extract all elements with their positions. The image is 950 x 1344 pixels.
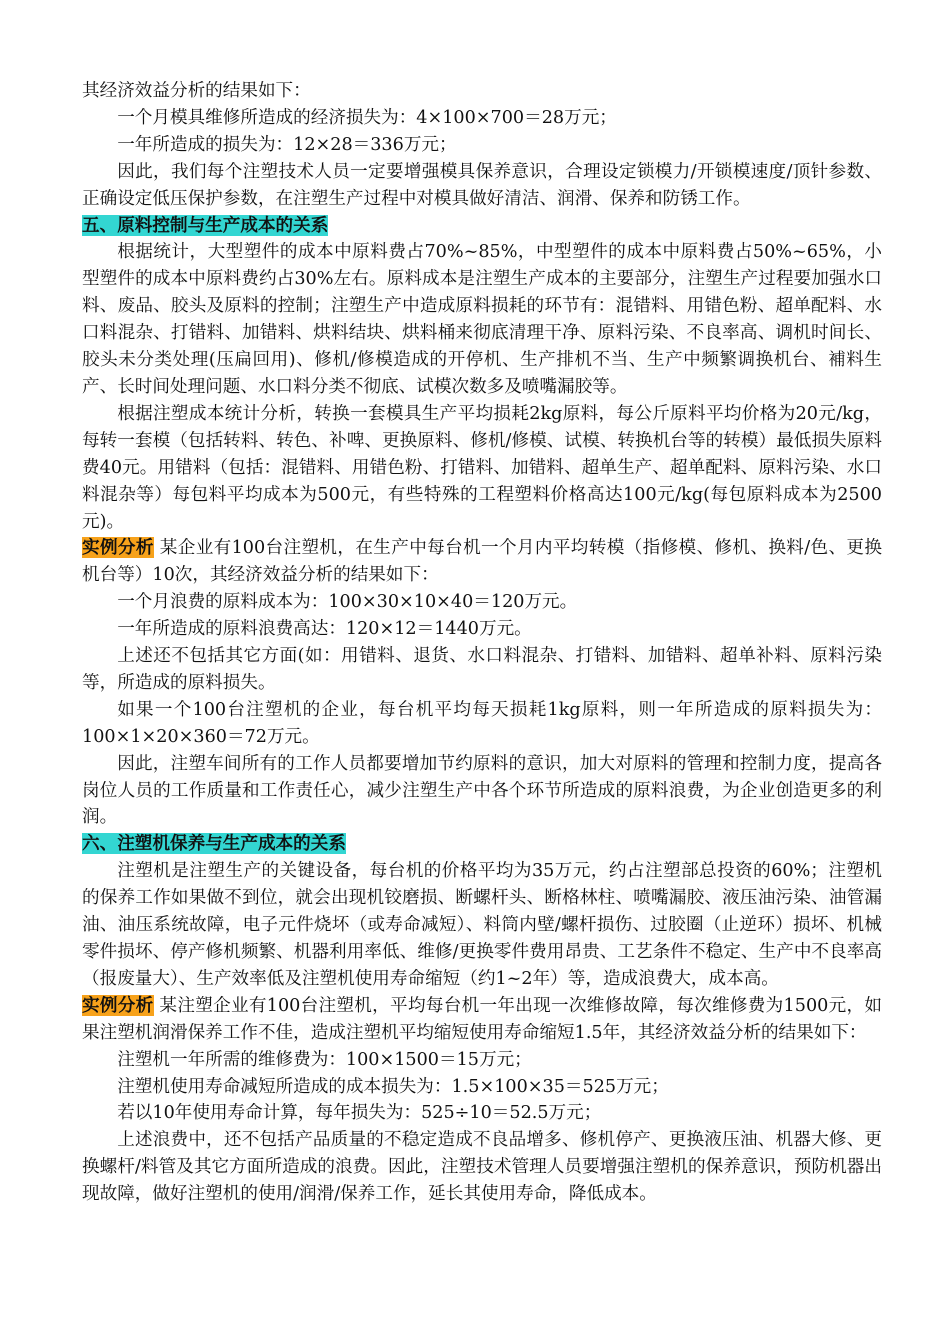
section-6-case-label: 实例分析: [82, 994, 154, 1016]
section-6-heading-text: 六、注塑机保养与生产成本的关系: [82, 833, 346, 855]
section-5-line-2: 一年所造成的原料浪费高达：120×12＝1440万元。: [117, 619, 532, 640]
section-5-heading: [82, 213, 882, 240]
section-5-case-paragraph: [82, 535, 882, 589]
section-5-line-5: 因此，注塑车间所有的工作人员都要增加节约原料的意识，加大对原料的管理和控制力度，提高各岗位人员的工作质量和工作责任心，减少注塑生产中各个环节所造成的原料浪费，为企业创造更多的利润。: [82, 753, 882, 828]
section-6-line-1: 注塑机一年所需的维修费为：100×1500＝15万元；: [117, 1049, 532, 1070]
section-5-paragraph-2: 根据注塑成本统计分析，转换一套模具生产平均损耗2kg原料，每公斤原料平均价格为20元/kg，每转一套模（包括转料、转色、补啤、更换原料、修机/修模、试模、转换机台等的转模）最低损失原料费40元。用错料（包括：混错料、用错色粉、打错料、加错料、超单生产、超单配料、原料污染、水口料混杂等）每包料平均成本为500元，有些特殊的工程塑料价格高达100元/kg(每包原料成本为2500元)。: [82, 403, 882, 532]
section-6-line-4: 上述浪费中，还不包括产品质量的不稳定造成不良品增多、修机停产、更换液压油、机器大修、更换螺杆/料管及其它方面所造成的浪费。因此，注塑技术管理人员要增强注塑机的保养意识，预防机器出现故障，做好注塑机的使用/润滑/保养工作，延长其使用寿命，降低成本。: [82, 1130, 882, 1205]
intro-line-3: 一年所造成的损失为：12×28＝336万元；: [117, 134, 457, 155]
section-6-paragraph-1: 注塑机是注塑生产的关键设备，每台机的价格平均为35万元，约占注塑部总投资的60%；注塑机的保养工作如果做不到位，就会出现机铰磨损、断螺杆头、断格林柱、喷嘴漏胶、液压油污染、油管漏油、油压系统故障，电子元件烧坏（或寿命减短）、料筒内壁/螺杆损伤、过胶圈（止逆环）损坏、机械零件损坏、停产修机频繁、机器利用率低、维修/更换零件费用昂贵、工艺条件不稳定、生产中不良率高（报废量大）、生产效率低及注塑机使用寿命缩短（约1~2年）等，造成浪费大，成本高。: [82, 861, 882, 989]
section-6-case-text: 某注塑企业有100台注塑机，平均每台机一年出现一次维修故障，每次维修费为1500元，如果注塑机润滑保养工作不佳，造成注塑机平均缩短使用寿命缩短1.5年，其经济效益分析的结果如下：: [82, 995, 882, 1043]
section-5-heading-text: 五、原料控制与生产成本的关系: [82, 214, 329, 236]
section-6-case-paragraph: [82, 993, 882, 1047]
section-6-line-3: 若以10年使用寿命计算，每年损失为：525÷10＝52.5万元；: [117, 1103, 602, 1124]
intro-line-2: 一个月模具维修所造成的经济损失为：4×100×700＝28万元；: [117, 107, 617, 128]
intro-conclusion-paragraph: 因此，我们每个注塑技术人员一定要增强模具保养意识，合理设定锁模力/开锁模速度/顶针参数、正确设定低压保护参数，在注塑生产过程中对模具做好清洁、润滑、保养和防锈工作。: [82, 161, 882, 209]
section-5-line-1: 一个月浪费的原料成本为：100×30×10×40＝120万元。: [117, 592, 578, 613]
section-5-case-text: 某企业有100台注塑机，在生产中每台机一个月内平均转模（指修模、修机、换料/色、更换机台等）10次，其经济效益分析的结果如下：: [82, 538, 882, 586]
section-6-line-2: 注塑机使用寿命减短所造成的成本损失为：1.5×100×35＝525万元；: [117, 1076, 669, 1097]
section-5-case-label: 实例分析: [82, 537, 154, 559]
section-5-line-3: 上述还不包括其它方面(如：用错料、退货、水口料混杂、打错料、加错料、超单补料、原料污染等，所造成的原料损失。: [82, 646, 882, 693]
document-page: [82, 78, 882, 1208]
intro-line-1: 其经济效益分析的结果如下：: [82, 81, 311, 101]
section-5-paragraph-1: 根据统计，大型塑件的成本中原料费占70%~85%，中型塑件的成本中原料费占50%~65%，小型塑件的成本中原料费约占30%左右。原料成本是注塑生产成本的主要部分，注塑生产过程要加强水口料、废品、胶头及原料的控制；注塑生产中造成原料损耗的环节有：混错料、用错色粉、超单配料、水口料混杂、打错料、加错料、烘料结块、烘料桶来彻底清理干净、原料污染、不良率高、调机时间长、胶头未分类处理(压扁回用)、修机/修模造成的开停机、生产排机不当、生产中频繁调换机台、補料生产、长时间处理问题、水口料分类不彻底、试模次数多及喷嘴漏胶等。: [82, 242, 882, 397]
section-6-heading: [82, 831, 882, 858]
section-5-line-4: 如果一个100台注塑机的企业，每台机平均每天损耗1kg原料，则一年所造成的原料损失为：100×1×20×360＝72万元。: [82, 699, 882, 747]
